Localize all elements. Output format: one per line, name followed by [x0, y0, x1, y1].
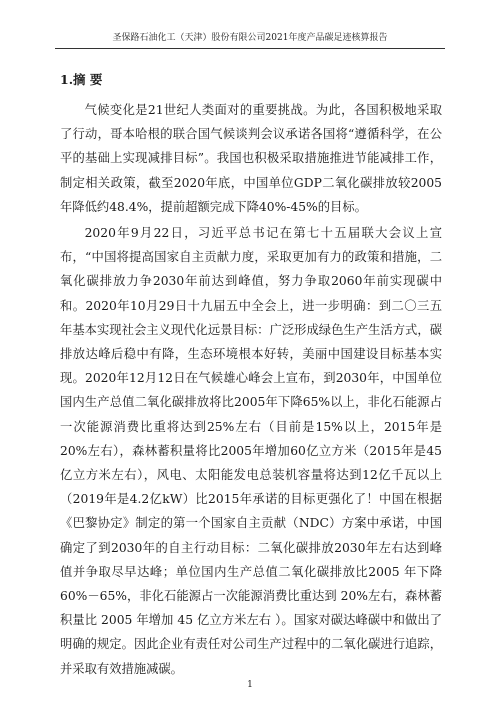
page-header: 圣保路石油化工（天津）股份有限公司2021年度产品碳足迹核算报告 — [55, 30, 445, 49]
section-heading: 1.摘 要 — [60, 72, 103, 87]
paragraph-climate-intro: 气候变化是21世纪人类面对的重要挑战。为此，各国积极地采取了行动，哥本哈根的联合国气候谈判会议承诺各国将“遵循科学，在公平的基础上实现减排目标”。我国也积极采取措施推进节能减排工作，制定相关政策，截至2020年底，中国单位GDP二氧化碳排放较2005年降低约48.4%，提前超额完成下降40%-45%的目标。 — [60, 103, 442, 214]
paragraph-carbon-targets: 2020年9月22日，习近平总书记在第七十五届联大会议上宣布，“中国将提高国家自主贡献力度，采取更加有力的政策和措施，二氧化碳排放力争2030年前达到峰值，努力争取2060年前实现碳中和。2020年10月29日十九届五中全会上，进一步明确：到二〇三五年基本实现社会主义现代化远景目标：广泛形成绿色生产生活方式，碳排放达峰后稳中有降，生态环境根本好转，美丽中国建设目标基本实现。2020年12月12日在气候雄心峰会上宣布，到2030年，中国单位国内生产总值二氧化碳排放将比2005年下降65%以上，非化石能源占一次能源消费比重将达到25%左右（目前是15%以上，2015年是20%左右），森林蓄积量将比2005年增加60亿立方米（2015年是45亿立方米左右），风电、太阳能发电总装机容量将达到12亿千瓦以上（2019年是4.2亿kW）比2015年承诺的目标更强化了！中国在根据《巴黎协定》制定的第一个国家自主贡献（NDC）方案中承诺，中国确定了到2030年的自主行动目标：二氧化碳排放2030年左右达到峰值并争取尽早达峰；单位国内生产总值二氧化碳排放比2005 年下降 60%－65%，非化石能源占一次能源消费比重达到 20%左右，森林蓄积量比 2005 年增加 45 亿立方米左右 ）。国家对碳达峰碳中和做出了明确的规定。因此企业有责任对公司生产过程中的二氧化碳进行追踪，并采取有效措施减碳。 — [60, 226, 442, 676]
page-content — [60, 70, 442, 681]
page-number: 1 — [247, 680, 253, 690]
